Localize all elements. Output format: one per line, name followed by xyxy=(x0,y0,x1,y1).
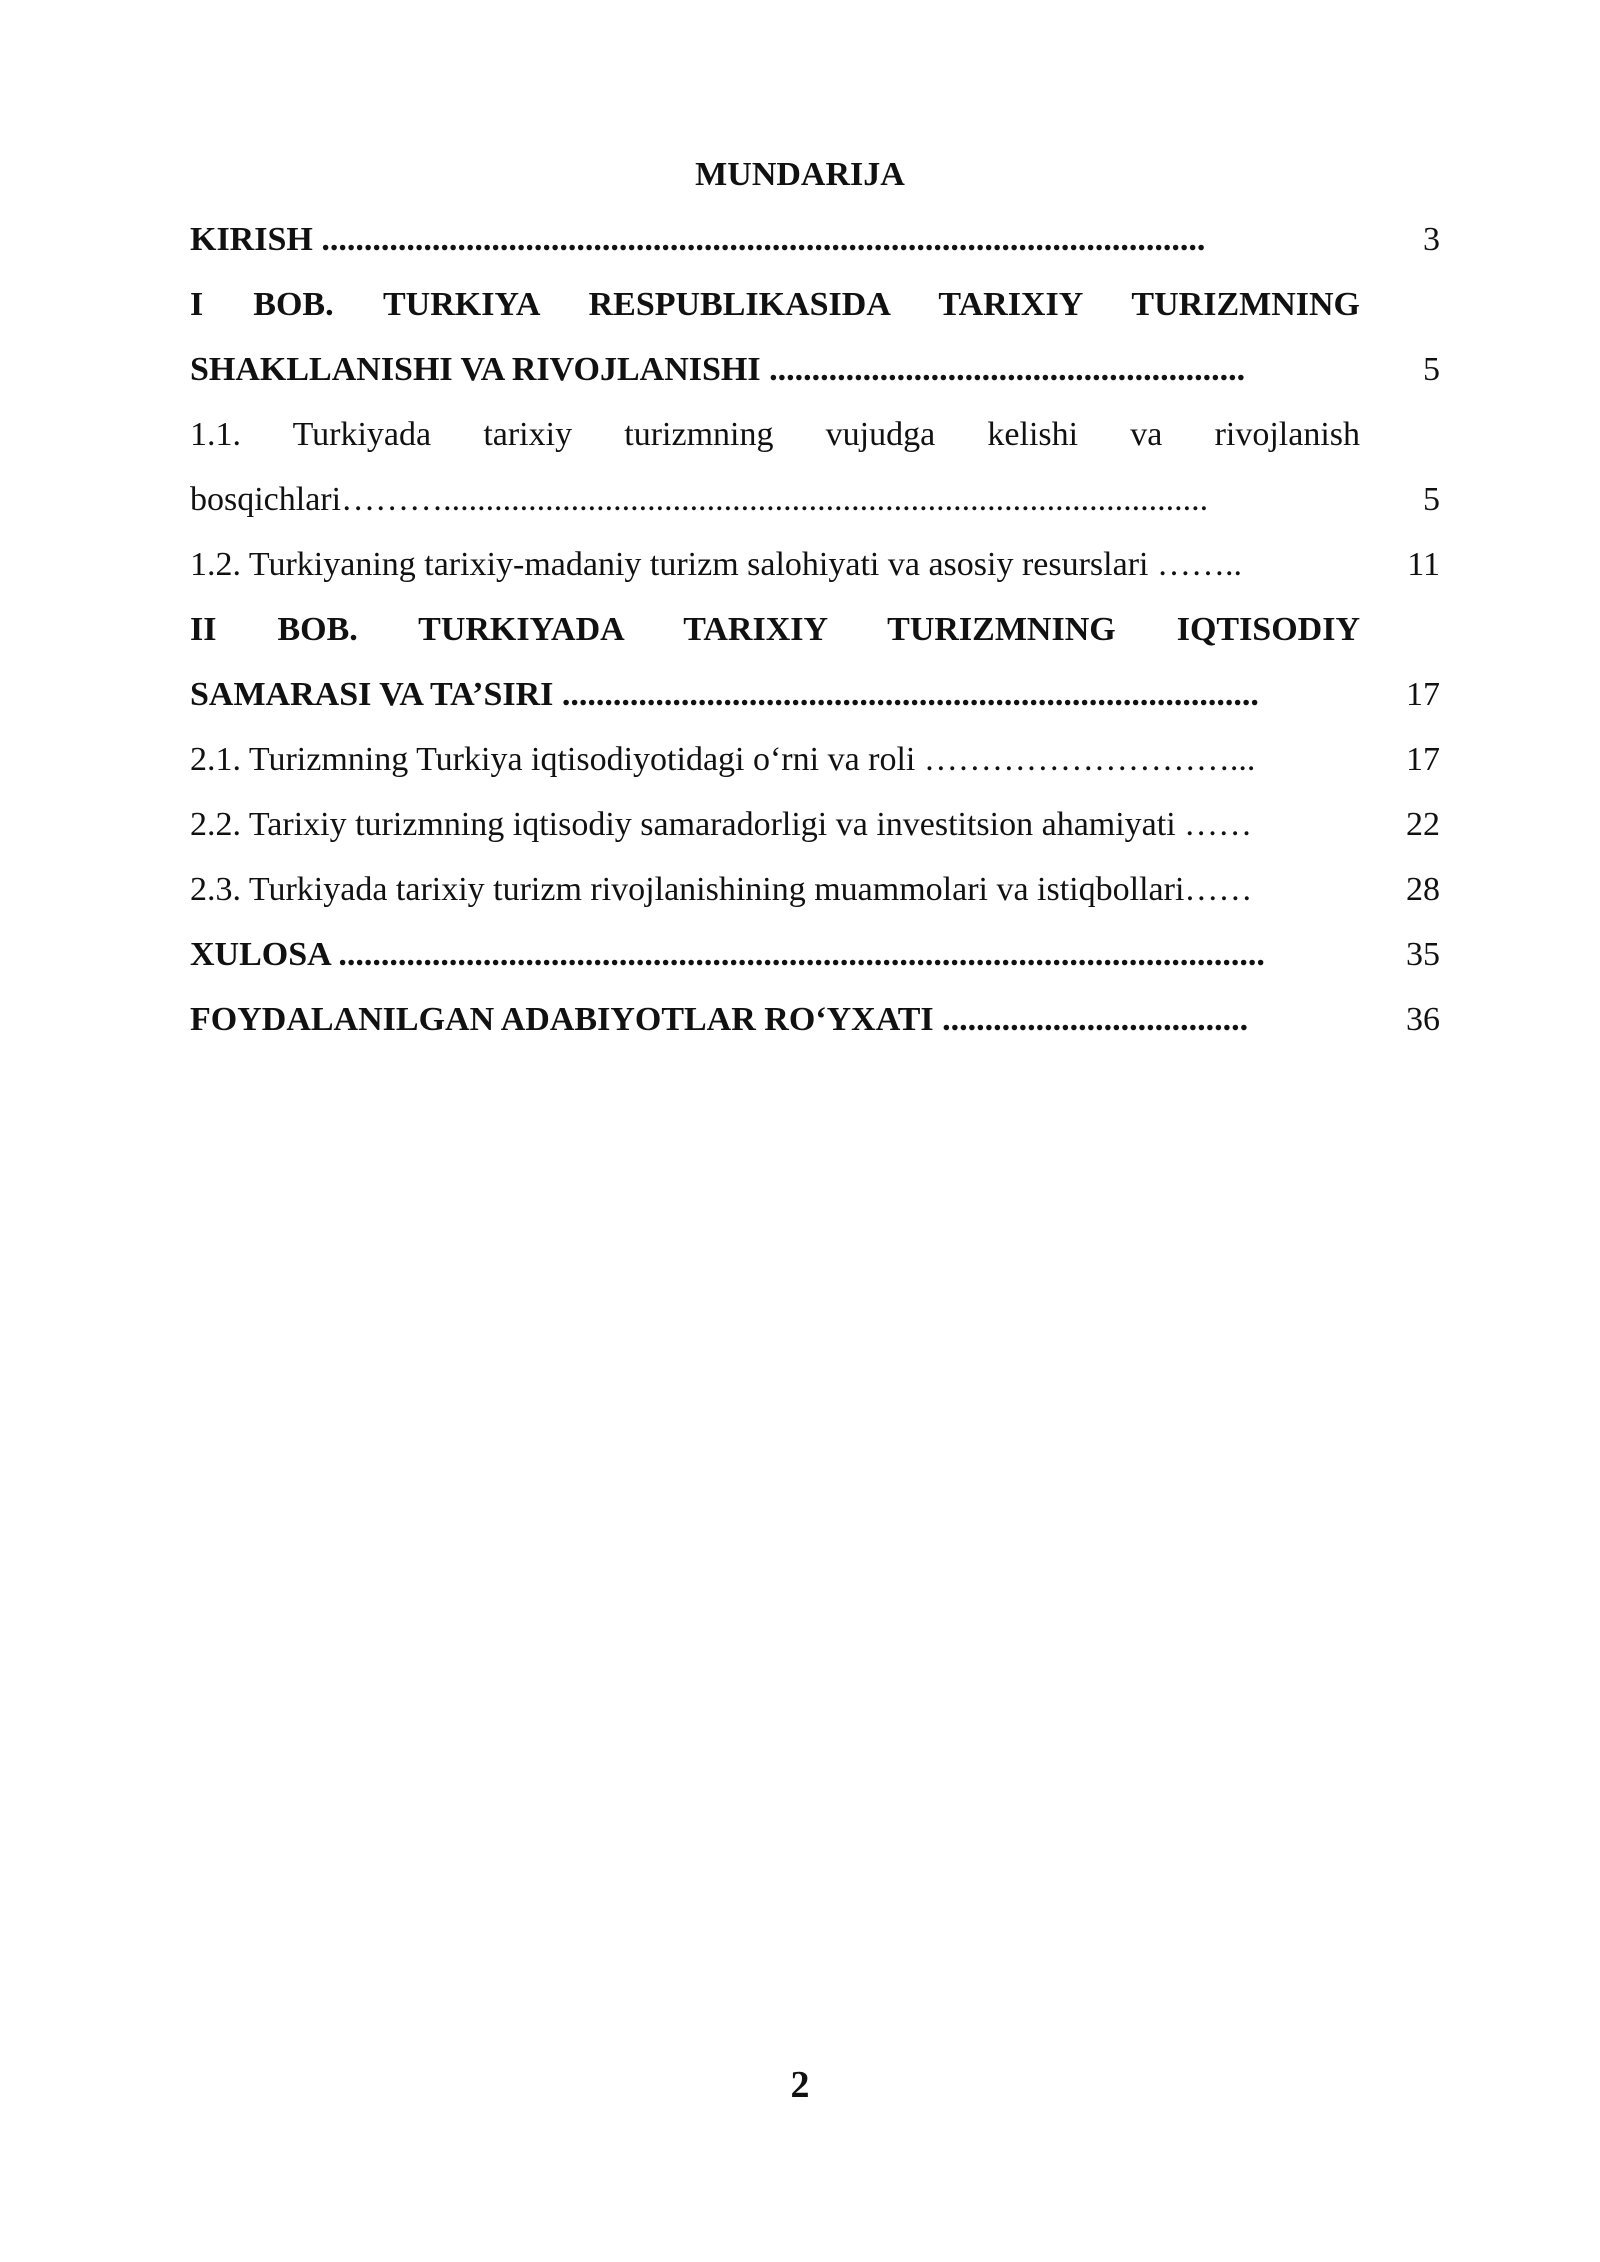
toc-entry-2-1 xyxy=(190,728,1440,792)
toc-entry-page: 5 xyxy=(1423,351,1440,388)
toc-entry-chapter-2-line-2 xyxy=(190,663,1440,727)
toc-entry-page: 3 xyxy=(1423,221,1440,258)
toc-entry-chapter-2-line-1 xyxy=(190,598,1440,662)
toc-entry-references xyxy=(190,988,1440,1052)
toc-entry-2-2 xyxy=(190,793,1440,857)
toc-entry-page: 17 xyxy=(1406,676,1440,713)
toc-entry-1-1-line-2 xyxy=(190,468,1440,532)
toc-entry-text: 2.3. Turkiyada tarixiy turizm rivojlanishining muammolari va istiqbollari…… xyxy=(190,871,1253,908)
toc-entry-page: 22 xyxy=(1406,806,1440,843)
toc-entry-page: 35 xyxy=(1406,936,1440,973)
toc-entry-text: II BOB. TURKIYADA TARIXIY TURIZMNING IQTISODIY xyxy=(190,611,1360,648)
toc-entry-text: 2.2. Tarixiy turizmning iqtisodiy samaradorligi va investitsion ahamiyati …… xyxy=(190,806,1253,843)
page-number: 2 xyxy=(790,2064,810,2106)
toc-entry-page: 17 xyxy=(1406,741,1440,778)
toc-entry-1-1-line-1 xyxy=(190,403,1440,467)
toc-entry-text: KIRISH ........................................................................................................ xyxy=(190,221,1206,258)
toc-entry-text: 1.1. Turkiyada tarixiy turizmning vujudga kelishi va rivojlanish xyxy=(190,416,1360,453)
toc-entry-text: 1.2. Turkiyaning tarixiy-madaniy turizm salohiyati va asosiy resurslari …….. xyxy=(190,546,1242,583)
toc-entry-1-2 xyxy=(190,533,1440,597)
toc-entry-2-3 xyxy=(190,858,1440,922)
toc-entry-text: SHAKLLANISHI VA RIVOJLANISHI ........................................................ xyxy=(190,351,1246,388)
toc-entry-page: 11 xyxy=(1407,546,1440,583)
toc-title: MUNDARIJA xyxy=(695,156,905,193)
toc-entry-text: SAMARASI VA TA’SIRI .................................................................................. xyxy=(190,676,1259,713)
toc-entry-chapter-1-line-1 xyxy=(190,273,1440,337)
toc-entry-kirish xyxy=(190,208,1440,272)
toc-entry-text: bosqichlari……….......................................................................................... xyxy=(190,481,1209,518)
toc-entry-text: FOYDALANILGAN ADABIYOTLAR RO‘YXATI .................................... xyxy=(190,1001,1249,1038)
toc-entry-page: 36 xyxy=(1406,1001,1440,1038)
toc-entry-text: 2.1. Turizmning Turkiya iqtisodiyotidagi o‘rni va roli ………………………... xyxy=(190,741,1256,778)
toc-entry-chapter-1-line-2 xyxy=(190,338,1440,402)
toc-entry-page: 5 xyxy=(1423,481,1440,518)
toc-entry-text: I BOB. TURKIYA RESPUBLIKASIDA TARIXIY TURIZMNING xyxy=(190,286,1360,323)
toc-entry-text: XULOSA ............................................................................................................. xyxy=(190,936,1265,973)
toc-entry-xulosa xyxy=(190,923,1440,987)
toc-entry-page: 28 xyxy=(1406,871,1440,908)
